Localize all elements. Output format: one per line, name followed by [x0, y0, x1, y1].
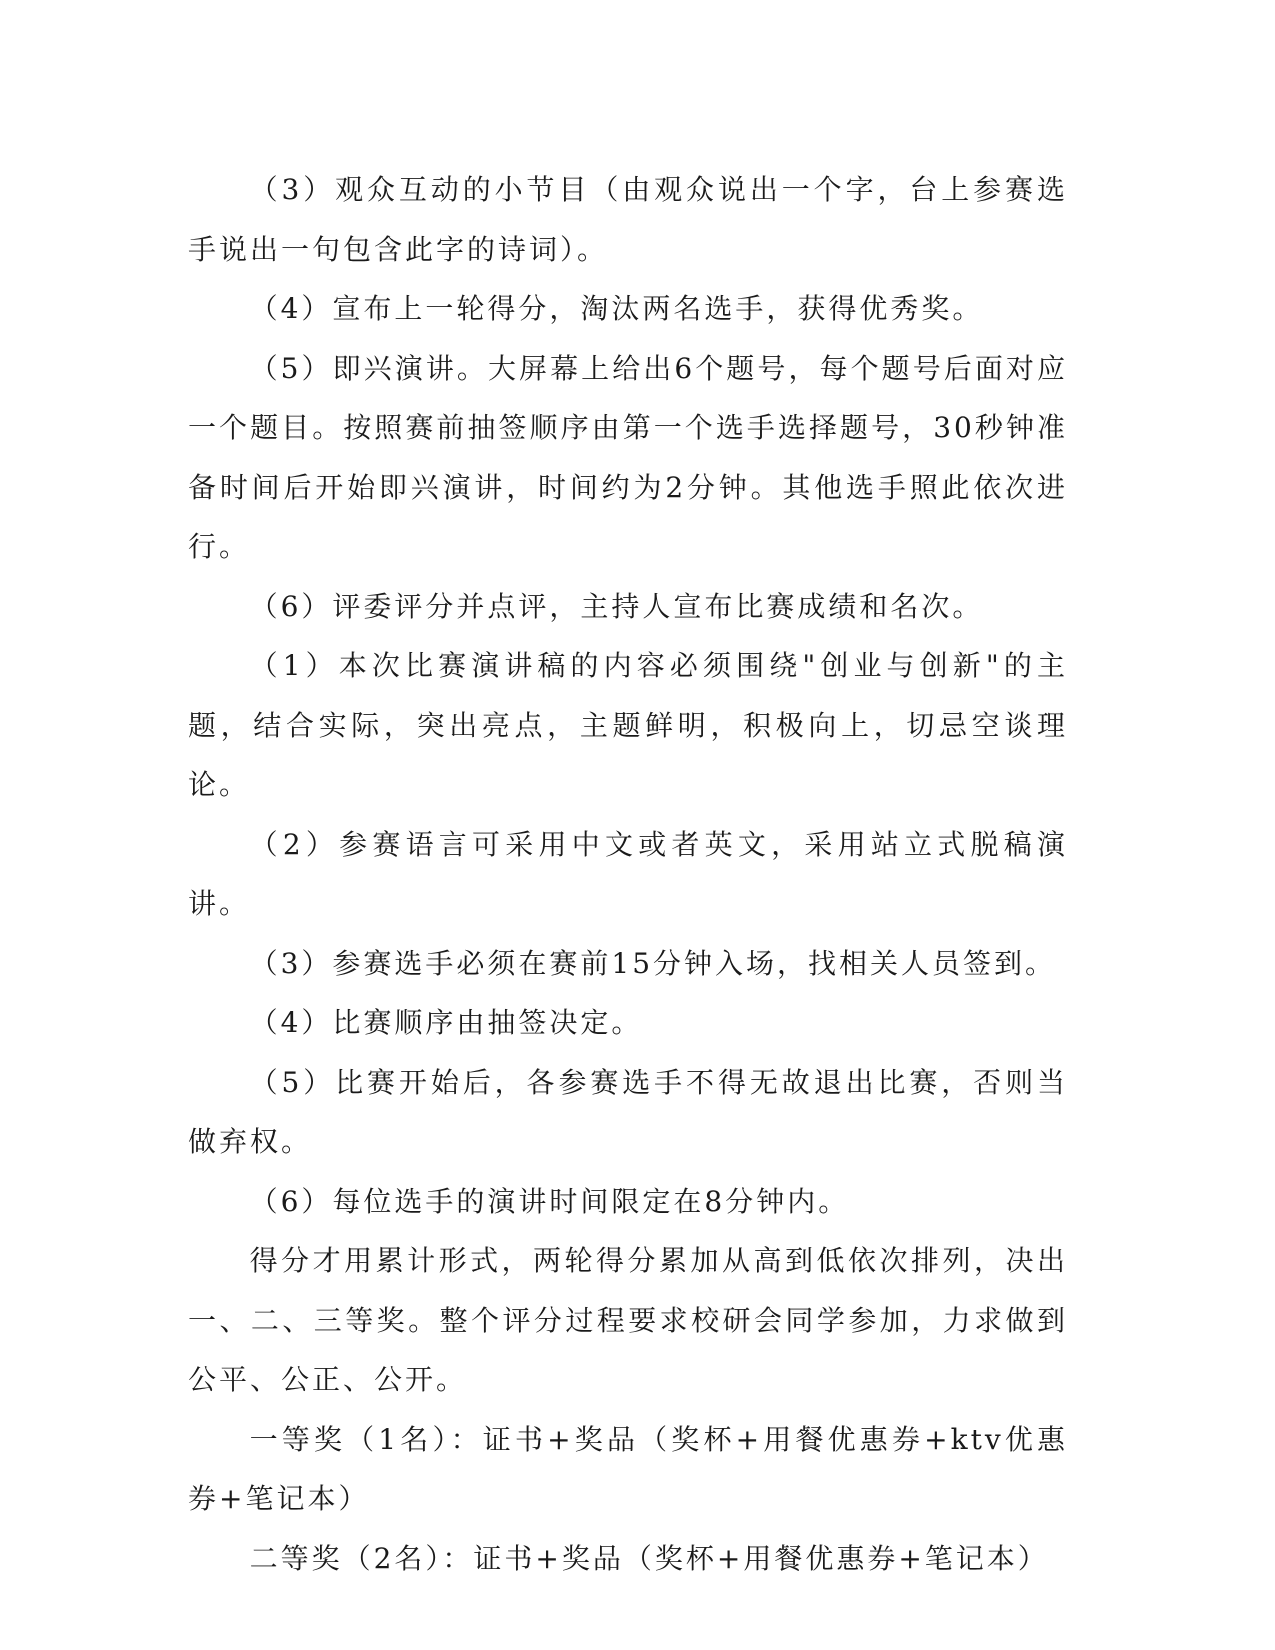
paragraph-audience-interaction: （3）观众互动的小节目（由观众说出一个字，台上参赛选手说出一句包含此字的诗词）。 — [188, 173, 1068, 266]
paragraph-rule-order: （4）比赛顺序由抽签决定。 — [249, 1006, 643, 1039]
paragraph-judges-review: （6）评委评分并点评，主持人宣布比赛成绩和名次。 — [249, 589, 984, 623]
paragraph-rule-no-withdraw: （5）比赛开始后，各参赛选手不得无故退出比赛，否则当做弃权。 — [188, 1065, 1068, 1158]
paragraph-rule-language: （2）参赛语言可采用中文或者英文，采用站立式脱稿演讲。 — [188, 827, 1068, 920]
paragraph-announce-scores: （4）宣布上一轮得分，淘汰两名选手，获得优秀奖。 — [249, 292, 984, 325]
paragraph-scoring: 得分才用累计形式，两轮得分累加从高到低依次排列，决出一、二、三等奖。整个评分过程要求校研会同学参加，力求做到公平、公正、公开。 — [188, 1244, 1068, 1396]
paragraph-rule-checkin: （3）参赛选手必须在赛前15分钟入场，找相关人员签到。 — [249, 946, 1057, 980]
paragraph-rule-time-limit: （6）每位选手的演讲时间限定在8分钟内。 — [249, 1184, 850, 1218]
document-body — [188, 160, 1068, 1588]
paragraph-rule-theme: （1）本次比赛演讲稿的内容必须围绕"创业与创新"的主题，结合实际，突出亮点，主题鲜明，积极向上，切忌空谈理论。 — [188, 649, 1068, 801]
paragraph-second-prize: 二等奖（2名）：证书+奖品（奖杯+用餐优惠券+笔记本） — [249, 1541, 1049, 1575]
paragraph-first-prize: 一等奖（1名）：证书+奖品（奖杯+用餐优惠券+ktv优惠券+笔记本） — [188, 1422, 1068, 1515]
paragraph-impromptu-speech: （5）即兴演讲。大屏幕上给出6个题号，每个题号后面对应一个题目。按照赛前抽签顺序由第一个选手选择题号，30秒钟准备时间后开始即兴演讲，时间约为2分钟。其他选手照此依次进行。 — [188, 351, 1068, 563]
